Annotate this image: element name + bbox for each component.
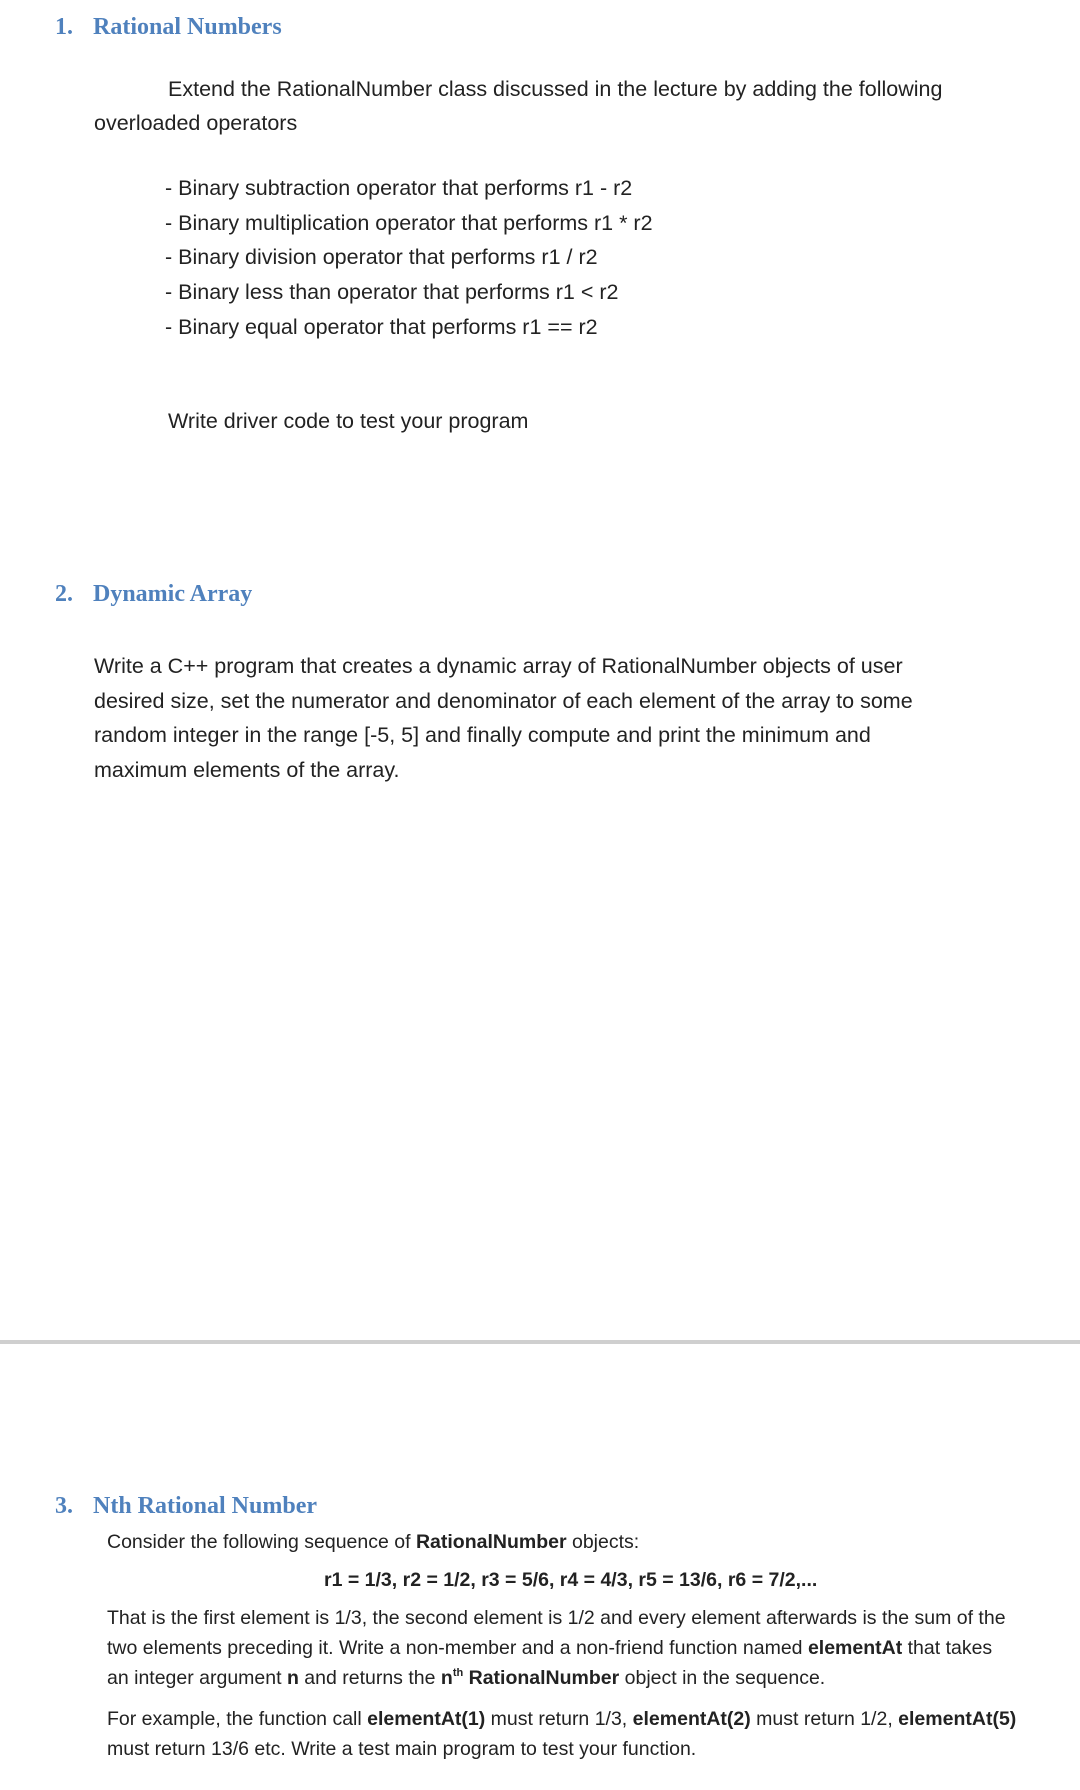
section-2-heading: [55, 581, 252, 608]
section-3-consider-line: [107, 1527, 639, 1557]
para-text: an integer argument: [107, 1667, 287, 1689]
para-text: two elements preceding it. Write a non-member and a non-friend function named: [107, 1637, 808, 1659]
class-name-bold: RationalNumber: [415, 1531, 567, 1553]
section-2-line: random integer in the range [-5, 5] and finally compute and print the minimum and: [94, 723, 871, 747]
section-1-intro-line-1: Extend the RationalNumber class discussed in the lecture by adding the following: [168, 77, 943, 101]
call-elementat-2: elementAt(2): [632, 1708, 751, 1730]
section-2-line: desired size, set the numerator and denominator of each element of the array to some: [94, 689, 913, 713]
section-3-heading: [55, 1493, 317, 1520]
section-2-title: Dynamic Array: [93, 581, 253, 607]
operator-item: - Binary multiplication operator that performs r1 * r2: [165, 211, 653, 235]
operator-item: - Binary equal operator that performs r1 == r2: [165, 315, 598, 339]
call-elementat-1: elementAt(1): [367, 1708, 486, 1730]
nth-bold: n: [440, 1667, 453, 1689]
section-3-para-1-line-3: [107, 1663, 825, 1693]
operator-item: - Binary division operator that performs r1 / r2: [165, 245, 598, 269]
section-3-para-2-line-2: must return 13/6 etc. Write a test main program to test your function.: [107, 1738, 697, 1760]
section-2-line: Write a C++ program that creates a dynamic array of RationalNumber objects of user: [94, 654, 903, 678]
consider-text-end: objects:: [566, 1531, 640, 1553]
section-3-para-1-line-2: [107, 1633, 992, 1663]
section-1-driver-text: Write driver code to test your program: [168, 409, 529, 433]
consider-text: Consider the following sequence of: [107, 1531, 416, 1553]
para-text: and returns the: [298, 1667, 441, 1689]
para-text: must return 1/3,: [485, 1708, 633, 1730]
nth-superscript: th: [452, 1666, 464, 1679]
section-3-para-1-line-1: That is the first element is 1/3, the second element is 1/2 and every element afterwards is the sum of the: [107, 1607, 1006, 1629]
section-1-number: 1.: [55, 14, 73, 40]
operator-item: - Binary subtraction operator that performs r1 - r2: [165, 176, 633, 200]
para-text: must return 1/2,: [750, 1708, 899, 1730]
call-elementat-5: elementAt(5): [898, 1708, 1017, 1730]
function-name-bold: elementAt: [807, 1637, 903, 1659]
sequence-line: r1 = 1/3, r2 = 1/2, r3 = 5/6, r4 = 4/3, r5 = 13/6, r6 = 7/2,...: [324, 1569, 818, 1591]
para-text: For example, the function call: [107, 1708, 368, 1730]
argument-n-bold: n: [286, 1667, 299, 1689]
para-text: object in the sequence.: [619, 1667, 826, 1689]
section-2-number: 2.: [55, 581, 73, 607]
section-1-title: Rational Numbers: [93, 14, 282, 40]
section-3-title: Nth Rational Number: [93, 1493, 318, 1519]
para-text: that takes: [902, 1637, 993, 1659]
operator-item: - Binary less than operator that performs r1 < r2: [165, 280, 619, 304]
section-1-heading: [55, 14, 282, 41]
section-1-intro-line-2: overloaded operators: [94, 111, 298, 135]
class-name-bold: RationalNumber: [468, 1667, 620, 1689]
section-2-line: maximum elements of the array.: [94, 758, 400, 782]
section-3-number: 3.: [55, 1493, 73, 1519]
page-break-divider: [0, 1340, 1080, 1344]
section-3-para-2-line-1: [107, 1704, 1016, 1734]
